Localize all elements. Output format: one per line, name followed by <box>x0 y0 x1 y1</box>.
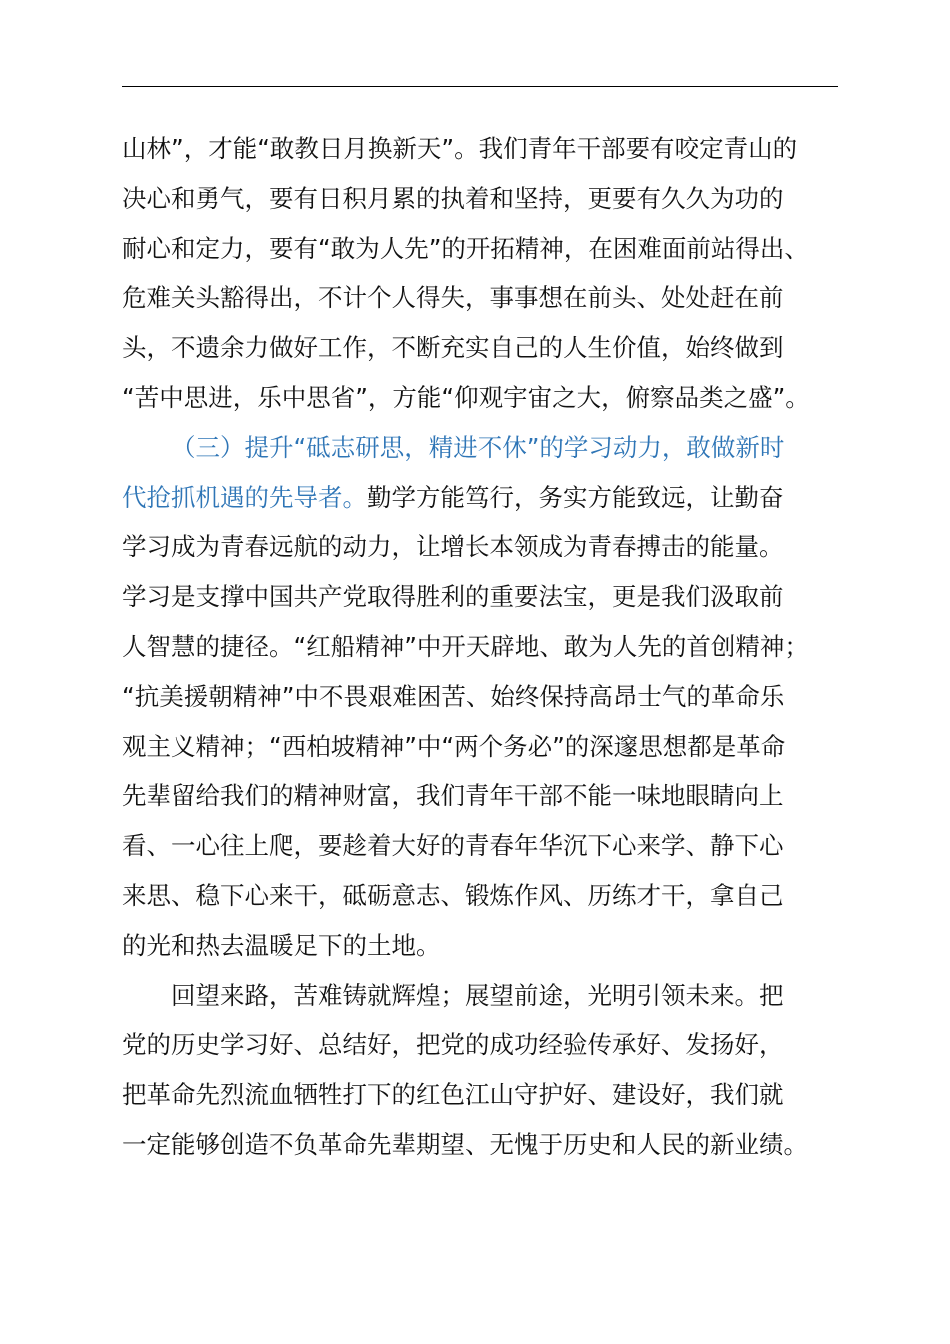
text-line: 回望来路，苦难铸就辉煌；展望前途，光明引领未来。把 <box>171 980 784 1010</box>
section-heading-line <box>122 423 838 473</box>
body-text: 勤学方能笃行，务实方能致远，让勤奋 <box>367 482 784 512</box>
text-line: “苦中思进，乐中思省”，方能“仰观宇宙之大，俯察品类之盛”。 <box>122 382 810 412</box>
header-rule <box>122 86 838 87</box>
text-line: 先辈留给我们的精神财富，我们青年干部不能一味地眼睛向上 <box>122 781 784 811</box>
text-line: 党的历史学习好、总结好，把党的成功经验传承好、发扬好， <box>122 1030 784 1060</box>
text-line: 把革命先烈流血牺牲打下的红色江山守护好、建设好，我们就 <box>122 1080 784 1110</box>
text-line: 看、一心往上爬，要趁着大好的青春年华沉下心来学、静下心 <box>122 831 784 861</box>
text-line: 学习成为青春远航的动力，让增长本领成为青春搏击的能量。 <box>122 532 784 562</box>
text-line <box>122 473 838 523</box>
text-line: 头，不遗余力做好工作，不断充实自己的人生价值，始终做到 <box>122 333 784 363</box>
paragraph-2 <box>122 423 838 971</box>
paragraph-3 <box>122 971 838 1170</box>
text-line: 观主义精神；“西柏坡精神”中“两个务必”的深邃思想都是革命 <box>122 731 786 761</box>
text-line: 山林”，才能“敢教日月换新天”。我们青年干部要有咬定青山的 <box>122 134 798 163</box>
paragraph-1 <box>122 124 838 423</box>
text-line: 危难关头豁得出，不计个人得失，事事想在前头、处处赶在前 <box>122 283 784 313</box>
text-line: 人智慧的捷径。“红船精神”中开天辟地、敢为人先的首创精神； <box>122 631 809 661</box>
text-line: 来思、稳下心来干，砥砺意志、锻炼作风、历练才干，拿自己 <box>122 880 784 910</box>
document-body <box>122 124 838 1170</box>
section-heading-text: （三）提升“砥志研思，精进不休”的学习动力，敢做新时 <box>171 432 785 462</box>
text-line: 一定能够创造不负革命先辈期望、无愧于历史和人民的新业绩。 <box>122 1129 808 1159</box>
section-heading-text: 代抢抓机遇的先导者。 <box>122 482 367 512</box>
text-line: 的光和热去温暖足下的土地。 <box>122 930 441 960</box>
text-line: “抗美援朝精神”中不畏艰难困苦、始终保持高昂士气的革命乐 <box>122 681 785 711</box>
text-line: 决心和勇气，要有日积月累的执着和坚持，更要有久久为功的 <box>122 183 784 213</box>
text-line: 耐心和定力，要有“敢为人先”的开拓精神，在困难面前站得出、 <box>122 233 809 263</box>
text-line: 学习是支撑中国共产党取得胜利的重要法宝，更是我们汲取前 <box>122 582 784 612</box>
